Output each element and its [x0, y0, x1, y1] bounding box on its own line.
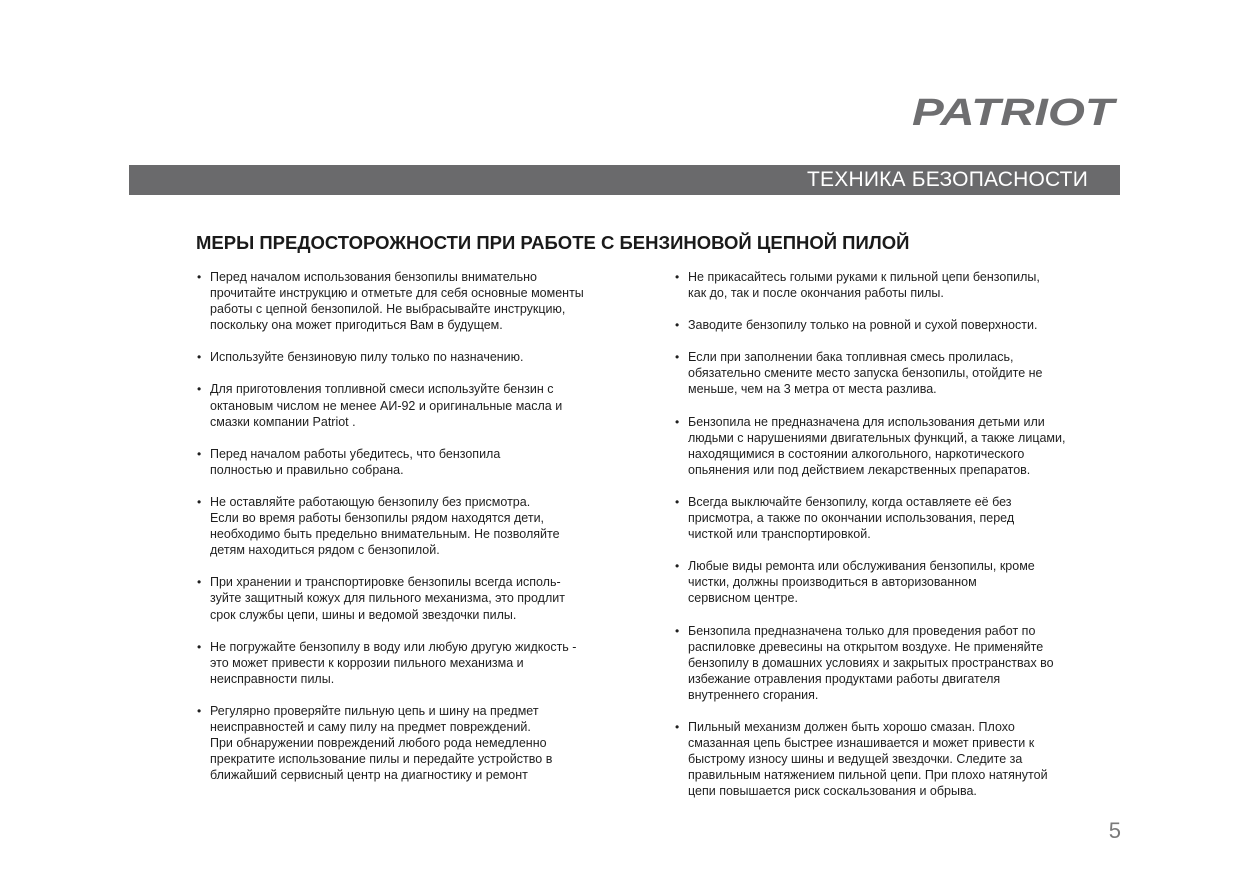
right-column	[675, 269, 1127, 815]
list-item: • Перед началом работы убедитесь, что бензопила полностью и правильно собрана.	[197, 446, 643, 478]
patriot-logo	[908, 92, 1118, 132]
list-item: • Заводите бензопилу только на ровной и сухой поверхности.	[675, 317, 1127, 333]
section-banner	[129, 165, 1120, 195]
list-item: • При хранении и транспортировке бензопилы всегда исполь- зуйте защитный кожух для пильного механизма, это продлит срок службы цепи, шины и ведомой звездочки пилы.	[197, 574, 643, 622]
list-item: • Бензопила предназначена только для проведения работ по распиловке древесины на открытом воздухе. Не применяйте бензопилу в домашних условиях и закрытых пространствах во избежание отравления продуктами работы двигателя внутреннего сгорания.	[675, 623, 1127, 703]
logo-text: PATRIOT	[912, 92, 1118, 132]
list-item: • Пильный механизм должен быть хорошо смазан. Плохо смазанная цепь быстрее изнашивается и может привести к быстрому износу шины и ведущей звездочки. Следите за правильным натяжением пильной цепи. При плохо натянутой цепи повышается риск соскальзования и обрыва.	[675, 719, 1127, 799]
list-item: • Не оставляйте работающую бензопилу без присмотра. Если во время работы бензопилы рядом находятся дети, необходимо быть предельно внимательным. Не позволяйте детям находиться рядом с бензопилой.	[197, 494, 643, 558]
page-number: 5	[1108, 818, 1121, 843]
list-item: • Перед началом использования бензопилы внимательно прочитайте инструкцию и отметьте для себя основные моменты работы с цепной бензопилой. Не выбрасывайте инструкцию, поскольку она может пригодиться Вам в будущем.	[197, 269, 643, 333]
list-item: • Не прикасайтесь голыми руками к пильной цепи бензопилы, как до, так и после окончания работы пилы.	[675, 269, 1127, 301]
left-column	[197, 269, 643, 799]
list-item: • Не погружайте бензопилу в воду или любую другую жидкость - это может привести к коррозии пильного механизма и неисправности пилы.	[197, 639, 643, 687]
list-item: • Всегда выключайте бензопилу, когда оставляете её без присмотра, а также по окончании использования, перед чисткой или транспортировкой.	[675, 494, 1127, 542]
list-item: • Бензопила не предназначена для использования детьми или людьми с нарушениями двигательных функций, а также лицами, находящимися в состоянии алкогольного, наркотического опьянения или под действием лекарственных препаратов.	[675, 414, 1127, 478]
section-title: ТЕХНИКА БЕЗОПАСНОСТИ	[807, 168, 1088, 191]
list-item: • Любые виды ремонта или обслуживания бензопилы, кроме чистки, должны производиться в авторизованном сервисном центре.	[675, 558, 1127, 606]
list-item: • Для приготовления топливной смеси используйте бензин с октановым числом не менее АИ-92 и оригинальные масла и смазки компании Patriot .	[197, 381, 643, 429]
list-item: • Если при заполнении бака топливная смесь пролилась, обязательно смените место запуска бензопилы, отойдите не меньше, чем на 3 метра от места разлива.	[675, 349, 1127, 397]
list-item: • Регулярно проверяйте пильную цепь и шину на предмет неисправностей и саму пилу на предмет повреждений. При обнаружении повреждений любого рода немедленно прекратите использование пилы и передайте устройство в ближайший сервисный центр на диагностику и ремонт	[197, 703, 643, 783]
page-heading: МЕРЫ ПРЕДОСТОРОЖНОСТИ ПРИ РАБОТЕ С БЕНЗИНОВОЙ ЦЕПНОЙ ПИЛОЙ	[196, 232, 910, 253]
list-item: • Используйте бензиновую пилу только по назначению.	[197, 349, 643, 365]
